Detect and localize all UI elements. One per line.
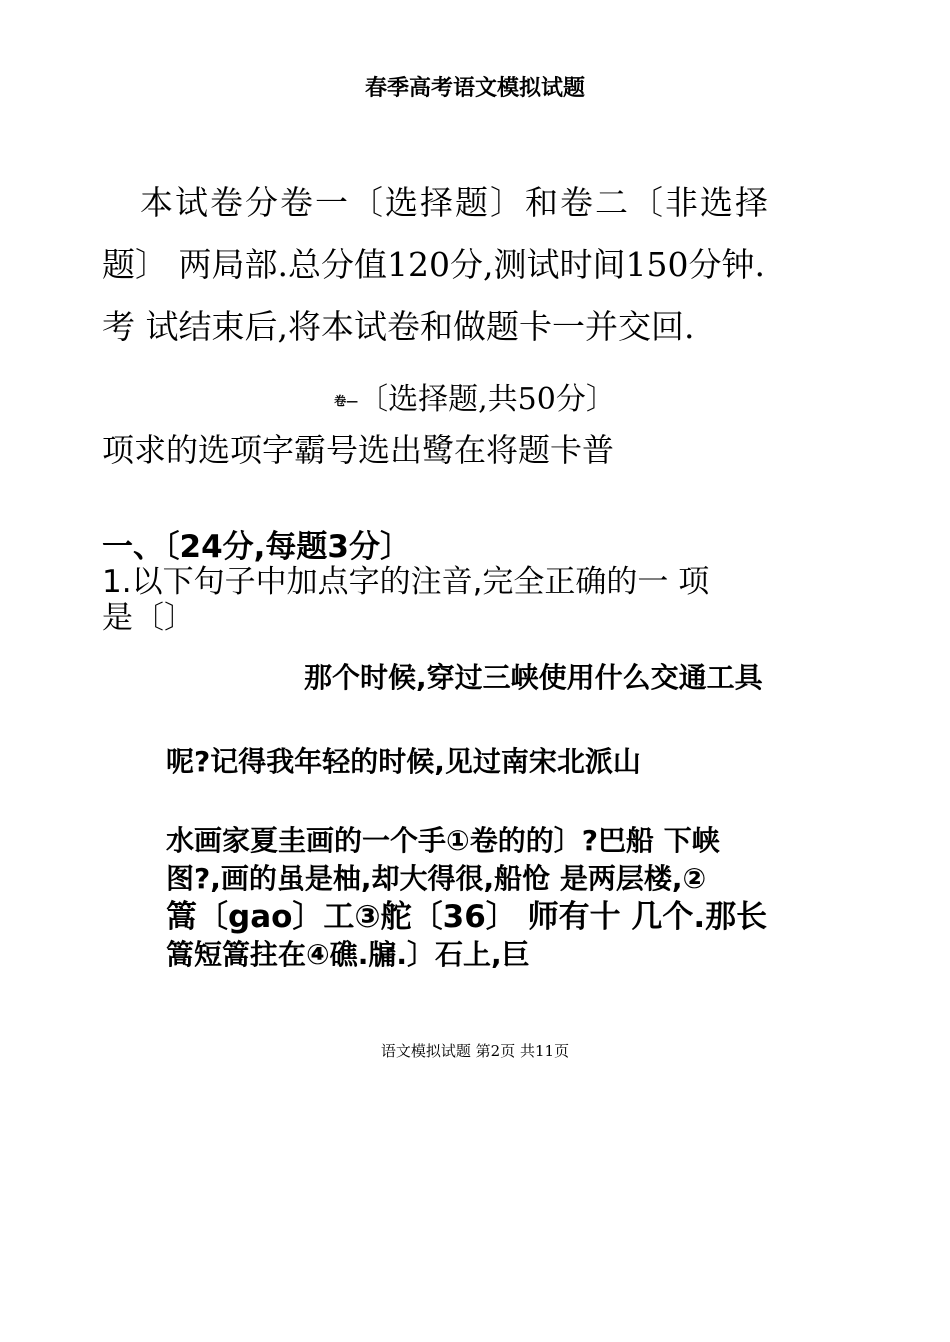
passage-line-4: 图?,画的虽是柚,却大得很,船怆 是两层楼,② [166,862,707,895]
document-title: 春季高考语文模拟试题 [364,76,585,101]
passage-block [166,822,767,974]
instructions-line-3: 考 试结束后,将本试卷和做题卡一并交回. [102,307,695,346]
page-footer: 语文模拟试题 第2页 共11页 [380,1042,570,1060]
question-1-line-2: 是〔〕 [102,600,195,636]
instructions-line-2: 题〕 两局部.总分值120分,测试时间150分钟. [102,245,765,284]
passage-line-6: 篙短篙拄在④礁.牖.〕石上,巨 [166,938,530,971]
question-1 [102,564,862,636]
exam-instructions [102,172,872,358]
selection-instruction: 项求的选项字霸号选出鹭在将题卡普 [102,431,615,469]
passage-line-3: 水画家夏圭画的一个手①卷的的〕?巴船 下峡 [166,824,720,857]
instructions-line-1: 本试卷分卷一〔选择题〕和卷二〔非选择 [140,183,770,222]
question-1-line-1: 1.以下句子中加点字的注音,完全正确的一 项 [102,564,710,600]
passage-line-1: 那个时候,穿过三峡使用什么交通工具 [304,661,763,694]
section-label: 〔选择题,共50分〕 [358,382,616,417]
section-heading [0,380,950,421]
part-heading: 一、〔24分,每题3分〕 [102,529,411,565]
passage-line-5: 篙〔gao〕工③舵〔36〕 师有十 几个.那长 [166,899,768,935]
passage-line-2: 呢?记得我年轻的时候,见过南宋北派山 [166,745,641,778]
section-prefix: 卷— [334,394,359,408]
